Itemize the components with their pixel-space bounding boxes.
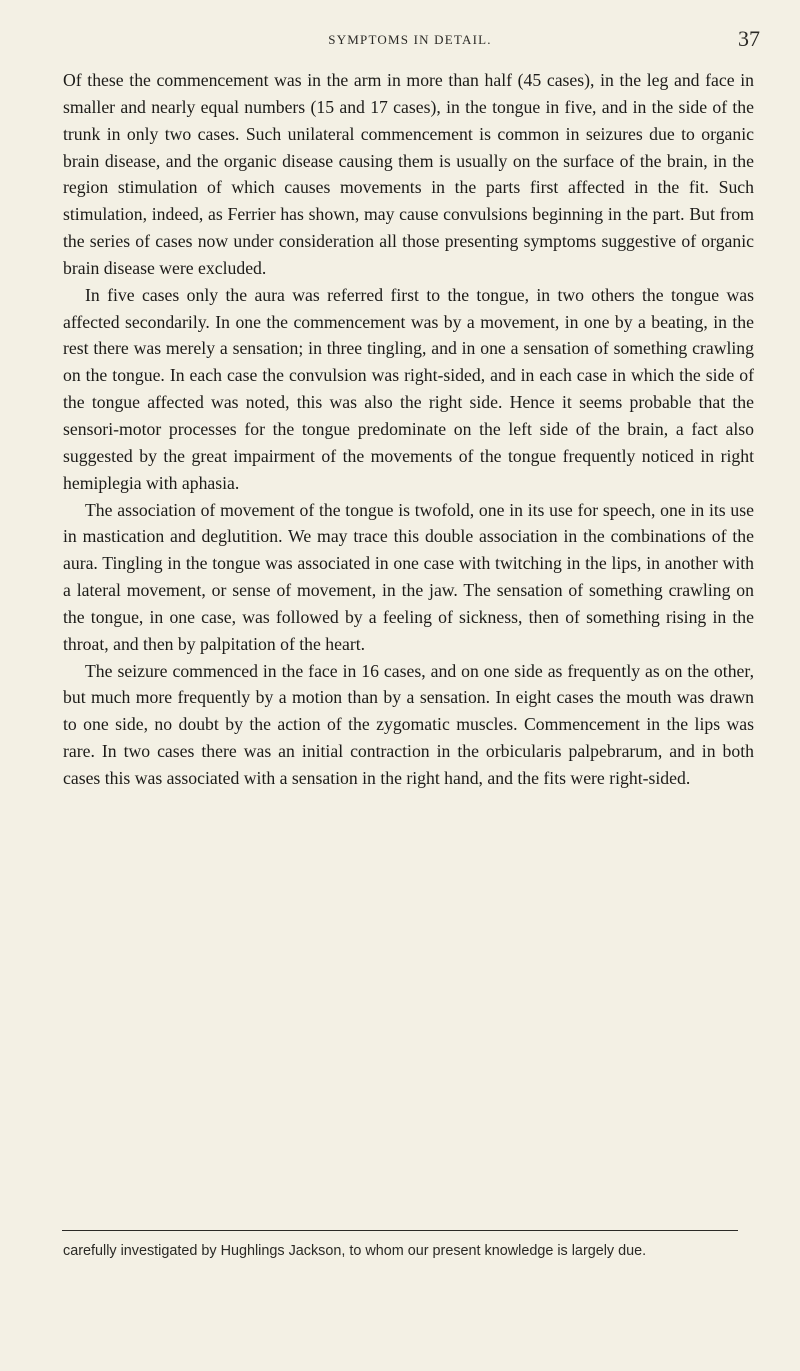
paragraph: Of these the commencement was in the arm in more than half (45 cases), in the leg and face in smaller and nearly equal numbers (15 and 17 cases), in the tongue in five, and in the side of the trunk in only two cases. Such unilateral commencement is common in seizures due to organic brain disease, and the organic disease causing them is usually on the surface of the brain, in the region stimulation of which causes movements in the parts first affected in the fit. Such stimulation, indeed, as Ferrier has shown, may cause convulsions beginning in the part. But from the series of cases now under consideration all those presenting symptoms suggestive of organic brain disease were excluded. <box>63 70 754 278</box>
paragraph: The association of movement of the tongue is twofold, one in its use for speech, one in its use in mastication and deglutition. We may trace this double association in the combinations of the aura. Tingling in the tongue was associated in one case with twitching in the lips, in another with a lateral movement, or sense of movement, in the jaw. The sensation of something crawling on the tongue, in one case, was followed by a feeling of sickness, then of something rising in the throat, and then by palpitation of the heart. <box>63 499 754 654</box>
footnote: carefully investigated by Hughlings Jackson, to whom our present knowledge is largely due. <box>63 1243 647 1259</box>
body-text <box>63 67 754 792</box>
paragraph: In five cases only the aura was referred first to the tongue, in two others the tongue was affected secondarily. In one the commencement was by a movement, in one by a beating, in the rest there was merely a sensation; in three tingling, and in one a sensation of something crawling on the tongue. In each case the convulsion was right-sided, and in each case in which the side of the tongue affected was noted, this was also the right side. Hence it seems probable that the sensori-motor processes for the tongue predominate on the left side of the brain, a fact also suggested by the great impairment of the movements of the tongue frequently noticed in right hemiplegia with aphasia. <box>63 284 754 493</box>
paragraph: The seizure commenced in the face in 16 cases, and on one side as frequently as on the other, but much more frequently by a motion than by a sensation. In eight cases the mouth was drawn to one side, no doubt by the action of the zygomatic muscles. Commencement in the lips was rare. In two cases there was an initial contraction in the orbicularis palpebrarum, and in both cases this was associated with a sensation in the right hand, and the fits were right-sided. <box>63 660 754 788</box>
page-header <box>60 26 760 56</box>
running-title: SYMPTOMS IN DETAIL. <box>328 32 492 47</box>
footnote-divider <box>62 1230 738 1231</box>
page-number: 37 <box>738 26 760 51</box>
